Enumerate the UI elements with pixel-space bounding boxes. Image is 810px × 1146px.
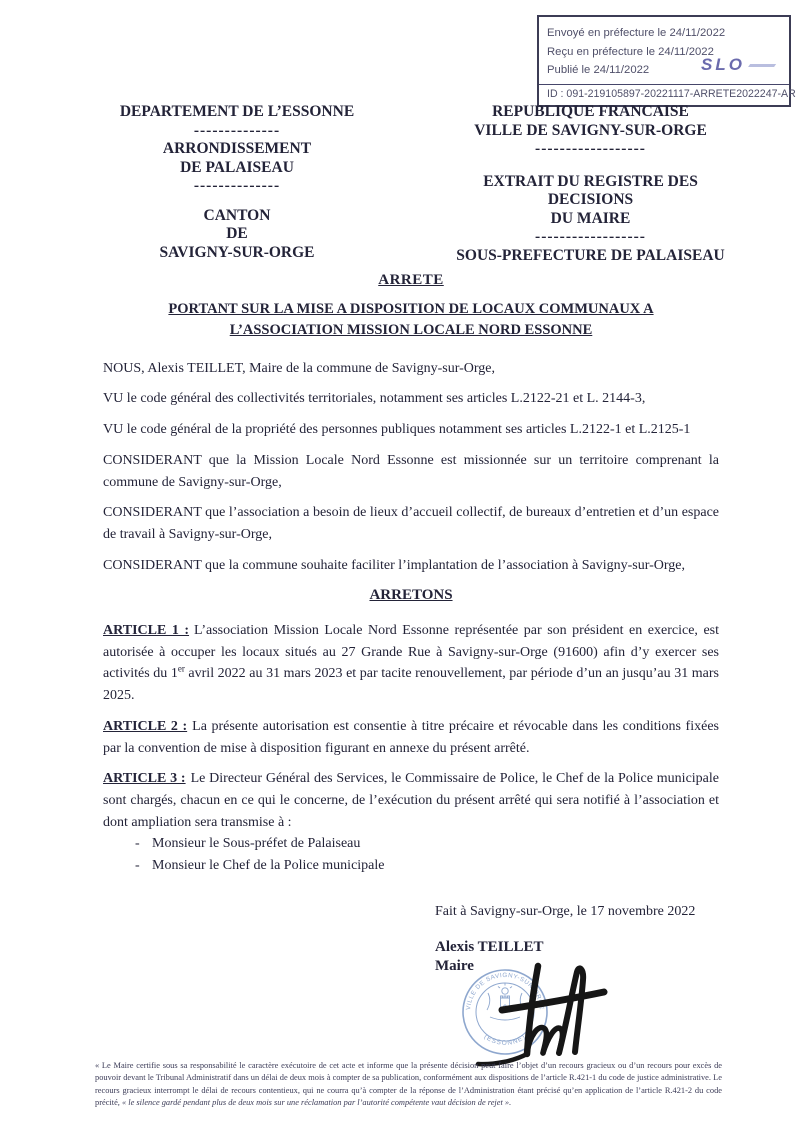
- article1-text-a: L’association Mission Locale Nord Essonne représentée par son président en exercice, est autorisée à occuper les locaux situés au 27 Grande Rue à Savigny-sur-Orge (91600) afin d’y exercer ses activités du 1: [103, 623, 719, 682]
- sous-prefecture-line: SOUS-PREFECTURE DE PALAISEAU: [456, 246, 725, 264]
- extrait-line2: DECISIONS: [547, 191, 634, 208]
- canton-line: CANTON: [203, 206, 271, 224]
- footnote-regular-text: « Le Maire certifie sous sa responsabilité le caractère exécutoire de cet acte et informe que la présente décision peut faire l’objet d’un recours gracieux ou d’un recours pour excès de pouvoir devant le Tribunal Administratif dans un délai de deux mois à compter de sa publication, conformément aux dispositions de l’article R.421-1 du code de justice administrative. Le recours gracieux interrompt le délai de recours contentieux, qui ne courra qu’à compter de la réponse de l’Administration étant précisé qu’en application de l’article R.421-2 du code précité,: [95, 1061, 722, 1108]
- signer-name: Alexis TEILLET: [435, 939, 544, 955]
- article2-label: ARTICLE 2 :: [103, 718, 188, 734]
- paragraph-considerant2: CONSIDERANT que l’association a besoin de lieux d’accueil collectif, de bureaux d’entretien et d’un espace de travail à Savigny-sur-Orge,: [103, 505, 719, 542]
- paragraph-vu2: VU le code général de la propriété des personnes publiques notamment ses articles L.2122-1 et L.2125-1: [103, 422, 691, 438]
- slo-swoosh-icon: [748, 64, 776, 67]
- list-item-text: Monsieur le Sous-préfet de Palaiseau: [152, 836, 361, 852]
- article1-text-b: avril 2022 au 31 mars 2023 et par tacite renouvellement, par période d’un an jusqu’au 31 mars 2025.: [103, 666, 720, 704]
- article1-label: ARTICLE 1 :: [103, 623, 190, 639]
- doc-subject-line1: PORTANT SUR LA MISE A DISPOSITION DE LOCAUX COMMUNAUX A: [168, 300, 654, 317]
- legal-footnote: [95, 1060, 722, 1110]
- paragraph-intro: NOUS, Alexis TEILLET, Maire de la commune de Savigny-sur-Orge,: [103, 360, 496, 376]
- department-line: DEPARTEMENT DE L’ESSONNE: [119, 103, 355, 120]
- canton-de: DE: [226, 225, 248, 242]
- article2-text: La présente autorisation est consentie à titre précaire et révocable dans les conditions fixées par la convention de mise à disposition figurant en annexe du présent arrêté.: [103, 718, 719, 756]
- stamp-published-line: Publié le 24/11/2022: [547, 64, 650, 76]
- doc-title: ARRETE: [378, 272, 444, 288]
- footnote-italic-quote: « le silence gardé pendant plus de deux mois sur une réclamation par l’autorité compétente vaut décision de rejet ».: [121, 1098, 512, 1108]
- arrondissement-city: DE PALAISEAU: [180, 158, 294, 176]
- arrondissement-line: ARRONDISSEMENT: [162, 140, 312, 157]
- stamp-sent-line: Envoyé en préfecture le 24/11/2022: [547, 27, 726, 39]
- seal-arc-bottom-text: (ESSONNE): [482, 1033, 528, 1047]
- paragraph-considerant3: CONSIDERANT que la commune souhaite faciliter l’implantation de l’association à Savigny-sur-Orge,: [103, 557, 686, 573]
- extrait-line1: EXTRAIT DU REGISTRE DES: [483, 172, 698, 190]
- list-dash: -: [135, 858, 140, 874]
- seal-arc-top-text: VILLE DE SAVIGNY-SUR-ORGE: [465, 971, 545, 1011]
- slo-logo-text: SLO: [701, 55, 745, 74]
- paragraph-article1: [103, 620, 719, 707]
- letterhead-right: [448, 103, 733, 265]
- seal-and-signature: [440, 960, 640, 1070]
- signature-icon: [478, 966, 604, 1064]
- document-body: [103, 270, 719, 877]
- extrait-line3: DU MAIRE: [550, 209, 631, 227]
- slo-logo: [701, 55, 773, 75]
- closing-block: [435, 901, 695, 976]
- list-item: [103, 855, 719, 877]
- stamp-received-line: Reçu en préfecture le 24/11/2022: [547, 45, 714, 58]
- city-seal-icon: [463, 970, 547, 1054]
- republique-line: REPUBLIQUE FRANCAISE: [492, 103, 689, 120]
- paragraph-article3: [103, 768, 719, 833]
- list-dash: -: [135, 836, 140, 852]
- separator-dashes: --------------: [193, 177, 281, 194]
- list-item-text: Monsieur le Chef de la Police municipale: [152, 858, 385, 874]
- prefecture-stamp-box: [537, 15, 796, 107]
- list-item: [103, 833, 719, 855]
- ville-line: VILLE DE SAVIGNY-SUR-ORGE: [474, 121, 707, 139]
- separator-dashes: ------------------: [535, 228, 646, 245]
- letterhead-left: [103, 103, 371, 262]
- spacer: [448, 159, 733, 173]
- canton-city: SAVIGNY-SUR-ORGE: [159, 243, 315, 261]
- doc-subject-line2: L’ASSOCIATION MISSION LOCALE NORD ESSONNE: [229, 321, 593, 338]
- paragraph-article2: [103, 716, 719, 759]
- separator-dashes: --------------: [193, 121, 281, 139]
- place-date-line: Fait à Savigny-sur-Orge, le 17 novembre 2022: [435, 904, 696, 919]
- paragraph-vu1: VU le code général des collectivités territoriales, notamment ses articles L.2122-21 et L. 2144-3,: [103, 391, 646, 407]
- article3-label: ARTICLE 3 :: [103, 771, 186, 787]
- stamp-id-line: ID : 091-219105897-20221117-ARRETE2022247-AR: [539, 84, 789, 105]
- svg-text:VILLE DE SAVIGNY-SUR-ORGE: [465, 972, 545, 1010]
- arretons-heading: ARRETONS: [369, 587, 453, 604]
- doc-subject: [103, 299, 719, 341]
- svg-text:(ESSONNE): [483, 1033, 528, 1046]
- seal-emblem-tower-icon: [487, 983, 523, 1020]
- signer-title: Maire: [435, 958, 474, 974]
- article1-superscript: er: [177, 663, 185, 674]
- separator-dashes: ------------------: [535, 140, 646, 157]
- article3-text: Le Directeur Général des Services, le Commissaire de Police, le Chef de la Police municipale sont chargés, chacun en ce qui le concerne, de l’exécution du présent arrêté qui sera notifié à l’association et dont ampliation sera transmise à :: [103, 771, 719, 830]
- paragraph-considerant1: CONSIDERANT que la Mission Locale Nord Essonne est missionnée sur un territoire comprenant la commune de Savigny-sur-Orge,: [103, 452, 719, 490]
- spacer: [103, 196, 371, 207]
